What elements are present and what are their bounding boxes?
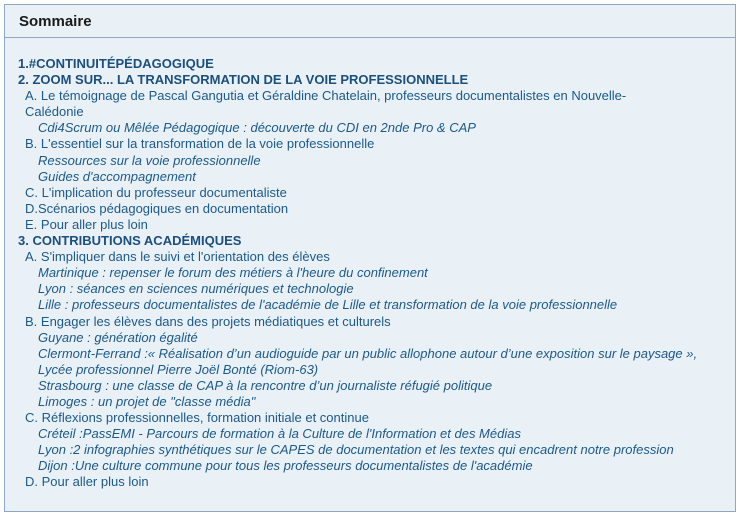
- toc-subsection-link[interactable]: C. L'implication du professeur documentaliste: [25, 184, 287, 200]
- toc-subsection-link[interactable]: C. Réflexions professionnelles, formation initiale et continue: [25, 410, 369, 426]
- sommaire-panel: [4, 4, 736, 512]
- toc-item-link[interactable]: Martinique : repenser le forum des métiers à l'heure du confinement: [38, 265, 428, 281]
- toc-item-link[interactable]: Limoges : un projet de "classe média": [38, 393, 256, 409]
- table-of-contents: [5, 38, 735, 491]
- toc-subsection-link[interactable]: E. Pour aller plus loin: [25, 216, 148, 232]
- toc-item-link[interactable]: Lyon : séances en sciences numériques et technologie: [38, 281, 354, 297]
- toc-item-link[interactable]: Cdi4Scrum ou Mêlée Pédagogique : découverte du CDI en 2nde Pro & CAP: [38, 120, 476, 136]
- toc-item-link[interactable]: Guides d'accompagnement: [38, 168, 196, 184]
- sommaire-header: [5, 5, 735, 38]
- toc-item-link[interactable]: Lille : professeurs documentalistes de l'académie de Lille et transformation de la voie professionnelle: [38, 297, 618, 313]
- toc-item-link[interactable]: Créteil :PassEMI - Parcours de formation à la Culture de l'Information et des Médias: [38, 426, 521, 442]
- toc-item-link[interactable]: Clermont-Ferrand :« Réalisation d’un audioguide par un public allophone autour d’une exposition sur le paysage », Lycée professionnel Pierre Joël Bonté (Riom-63): [38, 345, 698, 377]
- toc-subsection-link[interactable]: B. Engager les élèves dans des projets médiatiques et culturels: [25, 313, 391, 329]
- sommaire-title: Sommaire: [19, 12, 92, 30]
- toc-item-link[interactable]: Guyane : génération égalité: [38, 329, 198, 345]
- toc-section-link[interactable]: 3. CONTRIBUTIONS ACADÉMIQUES: [18, 233, 242, 249]
- toc-item-link[interactable]: Lyon :2 infographies synthétiques sur le CAPES de documentation et les textes qui encadrent notre profession: [38, 442, 674, 458]
- toc-subsection-link[interactable]: B. L'essentiel sur la transformation de la voie professionnelle: [25, 136, 375, 152]
- toc-item-link[interactable]: Dijon :Une culture commune pour tous les professeurs documentalistes de l'académie: [38, 458, 533, 474]
- toc-item-link[interactable]: Strasbourg : une classe de CAP à la rencontre d’un journaliste réfugié politique: [38, 377, 493, 393]
- toc-subsection-link[interactable]: A. S'impliquer dans le suivi et l'orientation des élèves: [25, 249, 330, 265]
- toc-subsection-link[interactable]: D.Scénarios pédagogiques en documentation: [25, 200, 289, 216]
- toc-subsection-link[interactable]: A. Le témoignage de Pascal Gangutia et Géraldine Chatelain, professeurs documentalistes en Nouvelle-Calédonie: [25, 88, 627, 120]
- toc-item-link[interactable]: Ressources sur la voie professionnelle: [38, 152, 261, 168]
- toc-subsection-link[interactable]: D. Pour aller plus loin: [25, 474, 149, 490]
- toc-section-link[interactable]: 1.#CONTINUITÉPÉDAGOGIQUE: [18, 56, 214, 71]
- toc-section-link[interactable]: 2. ZOOM SUR... LA TRANSFORMATION DE LA VOIE PROFESSIONNELLE: [18, 72, 469, 88]
